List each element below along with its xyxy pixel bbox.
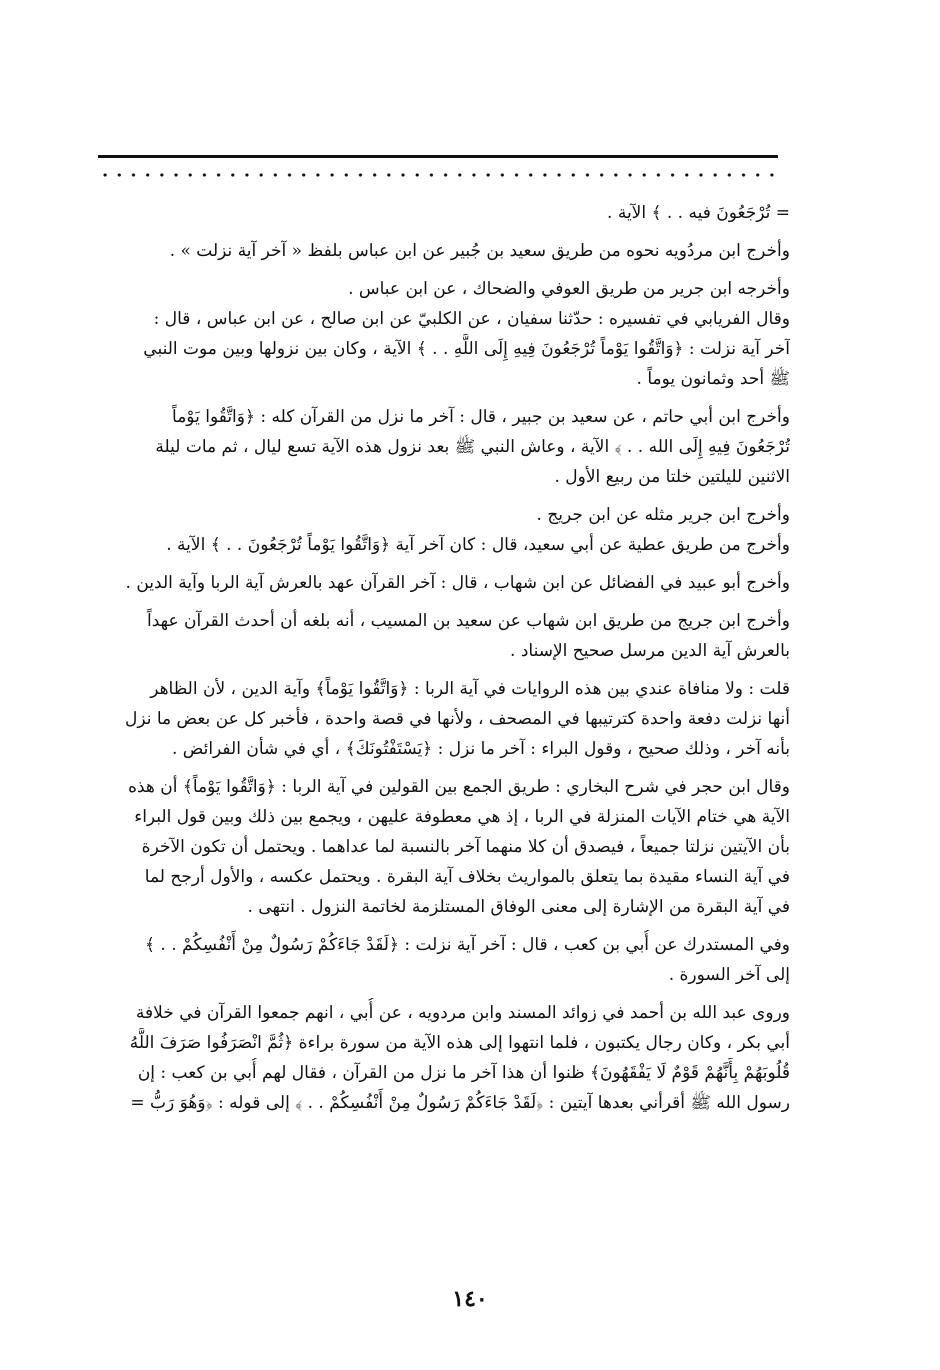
dotted-separator	[98, 172, 778, 178]
paragraph	[78, 998, 790, 1118]
text-line: وأخرج ابن جرير مثله عن ابن جريج .	[536, 505, 790, 525]
paragraph	[78, 674, 790, 764]
header-rule	[98, 155, 778, 158]
text-line: رسول الله ﷺ أقرأني بعدها آيتين : ﴿لَقَدْ جَاءَكُمْ رَسُولٌ مِنْ أَنْفُسِكُمْ . . ﴾ إلى قوله : ﴿وَهُوَ رَبُّ =	[130, 1093, 790, 1113]
text-line: أنها نزلت دفعة واحدة كترتيبها في المصحف ، ولأنها في قصة واحدة ، فأخبر كل عن بعض ما نزل	[124, 709, 790, 729]
paragraph	[78, 274, 790, 394]
paragraph	[78, 402, 790, 492]
text-line: في آية البقرة من الإشارة إلى معنى الوفاق المستلزمة لخاتمة النزول . انتهى .	[247, 897, 790, 917]
page-body	[78, 198, 790, 1126]
text-line: وروى عبد الله بن أحمد في زوائد المسند وابن مردويه ، عن أُبي ، انهم جمعوا القرآن في خلافة	[135, 1003, 790, 1023]
text-line: وفي المستدرك عن أُبي بن كعب ، قال : آخر آية نزلت : ﴿لَقَدْ جَاءَكُمْ رَسُولٌ مِنْ أَنْفُسِكُمْ . . ﴾	[145, 935, 790, 955]
paragraph	[78, 198, 790, 228]
text-line: أبي بكر ، وكان رجال يكتبون ، فلما انتهوا إلى هذه الآية من سورة براءة ﴿ثُمَّ انْصَرَفُوا صَرَفَ اللَّهُ	[129, 1033, 790, 1053]
text-line: قُلُوبَهُمْ بِأَنَّهُمْ قَوْمٌ لَا يَفْقَهُونَ﴾ ظنوا أن هذا آخر ما نزل من القرآن ، فقال لهم أُبي بن كعب : إن	[137, 1063, 790, 1083]
text-line: وأخرج ابن مردُويه نحوه من طريق سعيد بن جُبير عن ابن عباس بلفظ « آخر آية نزلت » .	[169, 241, 790, 261]
text-line: الاثنين لليلتين خلتا من ربيع الأول .	[554, 467, 790, 487]
text-line: في آية النساء مقيدة بما يتعلق بالمواريث بخلاف آية البقرة . ويحتمل عكسه ، والأول أرجح لما	[144, 867, 790, 887]
paragraph	[78, 606, 790, 666]
paragraph	[78, 930, 790, 990]
text-line: إلى آخر السورة .	[668, 965, 790, 985]
text-line: وقال الفريابي في تفسيره : حدّثنا سفيان ، عن الكلبيّ عن ابن صالح ، عن ابن عباس ، قال :	[153, 309, 790, 329]
text-line: وقال ابن حجر في شرح البخاري : طريق الجمع بين القولين في آية الربا : ﴿وَاتَّقُوا يَوْماً﴾ أن هذه	[128, 777, 790, 797]
text-line: بأن الآيتين نزلتا جميعاً ، فيصدق أن كلا منهما آخر بالنسبة لما عداهما . ويحتمل أن تكون الآخرة	[141, 837, 790, 857]
text-line: وأخرج ابن أبي حاتم ، عن سعيد بن جبير ، قال : آخر ما نزل من القرآن كله : ﴿وَاتَّقُوا يَوْماً	[172, 407, 790, 427]
text-line: ﷺ أحد وثمانون يوماً .	[636, 369, 790, 389]
paragraph	[78, 568, 790, 598]
text-line: تُرْجَعُونَ فِيهِ إِلَى الله . . ﴾ الآية ، وعاش النبي ﷺ بعد نزول هذه الآية تسع ليال ، ثم مات ليلة	[155, 437, 790, 457]
page-number: ١٤٠	[452, 1286, 488, 1312]
text-line: وأخرج من طريق عطية عن أبي سعيد، قال : كان آخر آية ﴿وَاتَّقُوا يَوْماً تُرْجَعُونَ . . ﴾ الآية .	[166, 535, 790, 555]
text-line: بأنه آخر ، وذلك صحيح ، وقول البراء : آخر ما نزل : ﴿يَسْتَفْتُونَكَ﴾ ، أي في شأن الفرائض .	[171, 739, 790, 759]
text-line: وأخرجه ابن جرير من طريق العوفي والضحاك ، عن ابن عباس .	[348, 279, 790, 299]
text-line: وأخرج ابن جريج من طريق ابن شهاب عن سعيد بن المسيب ، أنه بلغه أن أحدث القرآن عهداً	[147, 611, 790, 631]
text-line: وأخرج أبو عبيد في الفضائل عن ابن شهاب ، قال : آخر القرآن عهد بالعرش آية الربا وآية الدين .	[125, 573, 790, 593]
paragraph	[78, 236, 790, 266]
text-line: الآية هي ختام الآيات المنزلة في الربا ، إذ هي معطوفة عليهن ، ويجمع بين ذلك وبين قول البراء	[134, 807, 790, 827]
paragraph	[78, 500, 790, 560]
text-line: بالعرش آية الدين مرسل صحيح الإسناد .	[510, 641, 790, 661]
paragraph	[78, 772, 790, 922]
text-line: قلت : ولا منافاة عندي بين هذه الروايات في آية الربا : ﴿وَاتَّقُوا يَوْماً﴾ وآية الدين ، لأن الظاهر	[150, 679, 790, 699]
text-line: آخر آية نزلت : ﴿وَاتَّقُوا يَوْماً تُرْجَعُونَ فِيهِ إِلَى اللَّهِ . . ﴾ الآية ، وكان بين نزولها وبين موت النبي	[143, 339, 790, 359]
text-line: = تُرْجَعُونَ فيه . . ﴾ الآية .	[607, 203, 790, 223]
